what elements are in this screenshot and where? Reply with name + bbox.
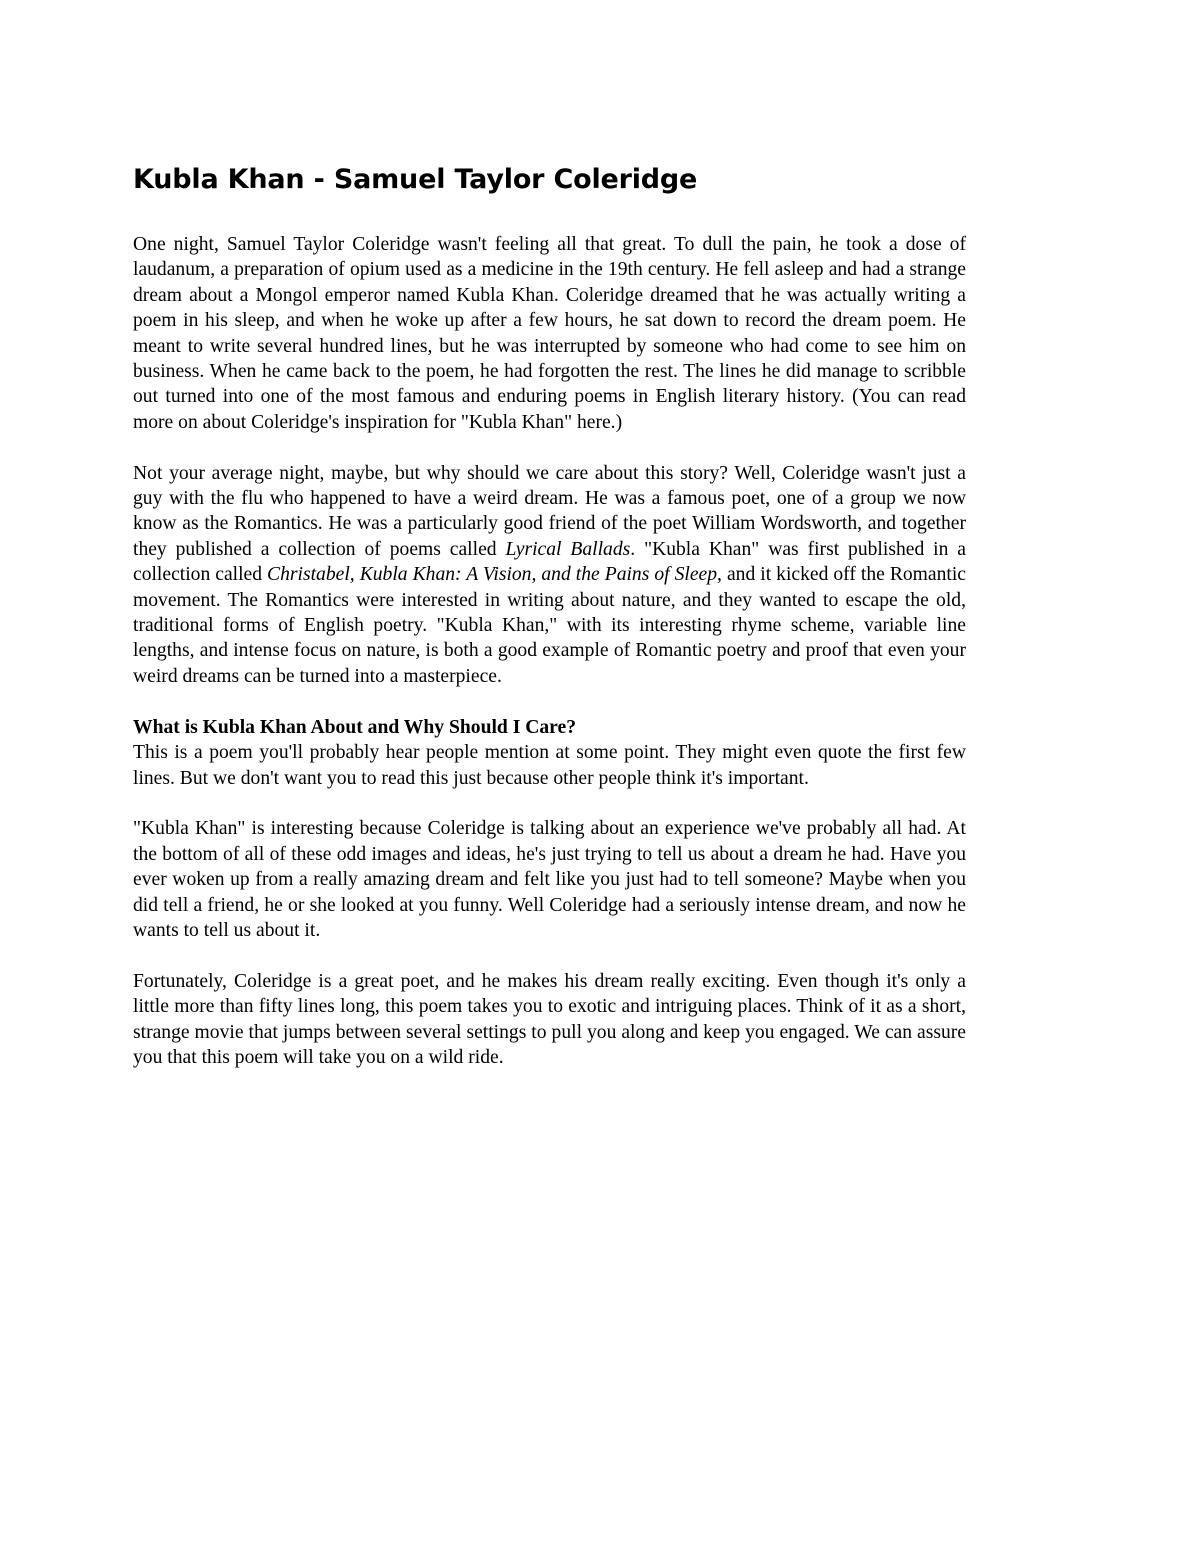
title-christabel-collection: Christabel, Kubla Khan: A Vision, and the Pains of Sleep	[267, 564, 718, 586]
document-title: Kubla Khan - Samuel Taylor Coleridge	[133, 164, 698, 195]
paragraph-intro: One night, Samuel Taylor Coleridge wasn't feeling all that great. To dull the pain, he took a dose of laudanum, a preparation of opium used as a medicine in the 19th century. He fell asleep and had a strange dream about a Mongol emperor named Kubla Khan. Coleridge dreamed that he was actually writing a poem in his sleep, and when he woke up after a few hours, he sat down to record the dream poem. He meant to write several hundred lines, but he was interrupted by someone who had come to see him on business. When he came back to the poem, he had forgotten the rest. The lines he did manage to scribble out turned into one of the most famous and enduring poems in English literary history. (You can read more on about Coleridge's inspiration for "Kubla Khan" here.)	[133, 234, 966, 433]
paragraph-romantics-text-3: , and it kicked off the Romantic movement. The Romantics were interested in writing about nature, and they wanted to escape the old, traditional forms of English poetry. "Kubla Khan," with its interesting rhyme scheme, variable line lengths, and intense focus on nature, is both a good example of Romantic poetry and proof that even your weird dreams can be turned into a masterpiece.	[133, 564, 967, 687]
paragraph-romantics-text-2: . "Kubla Khan" was first published in a collection called	[133, 538, 966, 586]
paragraph-why-care: This is a poem you'll probably hear people mention at some point. They might even quote the first few lines. But we don't want you to read this just because other people think it's important.	[133, 742, 966, 789]
paragraph-experience: "Kubla Khan" is interesting because Coleridge is talking about an experience we've probably all had. At the bottom of all of these odd images and ideas, he's just trying to tell us about a dream he had. Have you ever woken up from a really amazing dream and felt like you just had to tell someone? Maybe when you did tell a friend, he or she looked at you funny. Well Coleridge had a seriously intense dream, and now he wants to tell us about it.	[133, 818, 966, 941]
paragraph-fortunately: Fortunately, Coleridge is a great poet, and he makes his dream really exciting. Even though it's only a little more than fifty lines long, this poem takes you to exotic and intriguing places. Think of it as a short, strange movie that jumps between several settings to pull you along and keep you engaged. We can assure you that this poem will take you on a wild ride.	[133, 970, 966, 1068]
paragraph-romantics-text-1: Not your average night, maybe, but why should we care about this story? Well, Coleridge wasn't just a guy with the flu who happened to have a weird dream. He was a famous poet, one of a group we now know as the Romantics. He was a particularly good friend of the poet William Wordsworth, and together they published a collection of poems called	[133, 462, 966, 560]
section-heading-why-care: What is Kubla Khan About and Why Should I Care?	[133, 716, 577, 738]
paragraph-romantics	[133, 461, 966, 690]
document-body	[133, 160, 966, 1096]
title-lyrical-ballads: Lyrical Ballads	[505, 538, 631, 560]
